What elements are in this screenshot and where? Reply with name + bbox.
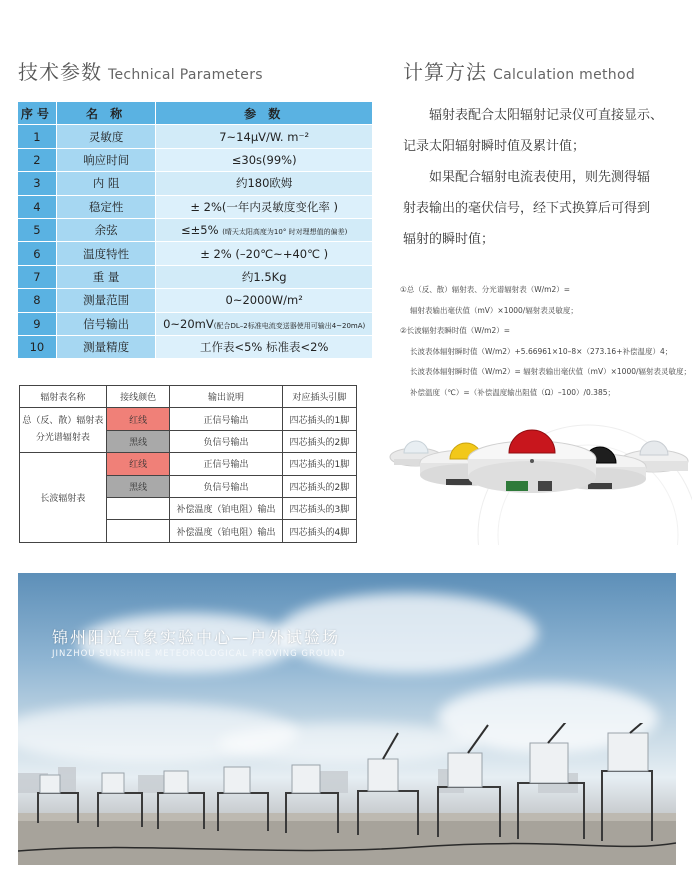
wire-color-cell: 黑线 bbox=[106, 430, 170, 452]
table-row bbox=[18, 312, 373, 335]
table-row bbox=[20, 453, 357, 475]
wire-color-cell: 红线 bbox=[106, 453, 170, 475]
table-row bbox=[20, 408, 357, 430]
row-name: 稳定性 bbox=[56, 195, 156, 218]
wiring-header-pin: 对应插头引脚 bbox=[282, 386, 356, 408]
table-row bbox=[18, 335, 373, 358]
row-value: ≤30s(99%) bbox=[156, 148, 373, 171]
pyranometer-product-image bbox=[388, 395, 692, 545]
row-no: 9 bbox=[18, 312, 57, 335]
wire-output-cell: 负信号输出 bbox=[170, 475, 282, 497]
wiring-header-name: 辐射表名称 bbox=[20, 386, 107, 408]
formula-line: ②长波辐射表瞬时值（W/m2）= bbox=[400, 326, 511, 335]
wire-output-cell: 负信号输出 bbox=[170, 430, 282, 452]
row-name: 内 阻 bbox=[56, 172, 156, 195]
wire-color-cell: 红线 bbox=[106, 408, 170, 430]
row-no: 7 bbox=[18, 265, 57, 288]
table-row bbox=[18, 195, 373, 218]
row-value: ± 2% (–20℃~+40℃ ) bbox=[156, 242, 373, 265]
table-row bbox=[18, 172, 373, 195]
row-no: 8 bbox=[18, 289, 57, 312]
calc-line: 辐射的瞬时值； bbox=[403, 232, 495, 247]
row-no: 2 bbox=[18, 148, 57, 171]
row-value bbox=[156, 218, 373, 241]
tech-section-title bbox=[18, 56, 263, 85]
wire-color-cell bbox=[106, 497, 170, 519]
row-name: 响应时间 bbox=[56, 148, 156, 171]
row-value: 工作表<5% 标准表<2% bbox=[156, 335, 373, 358]
wiring-group-global: 总（反、散）辐射表 分光谱辐射表 bbox=[20, 408, 107, 453]
table-row bbox=[18, 242, 373, 265]
wire-color-cell bbox=[106, 520, 170, 542]
calc-line: 如果配合辐射电流表使用，则先测得辐 bbox=[429, 170, 651, 185]
wire-pin-cell: 四芯插头的4脚 bbox=[282, 520, 356, 542]
row-name: 测量范围 bbox=[56, 289, 156, 312]
row-value-main: ≤±5% bbox=[181, 223, 219, 238]
row-no: 1 bbox=[18, 125, 57, 148]
row-value: 约1.5Kg bbox=[156, 265, 373, 288]
formula-line: 长波表体辐射瞬时值（W/m2）+5.66961×10–8×（273.16+补偿温度）4； bbox=[410, 346, 673, 356]
formula-line: 补偿温度（℃）=（补偿温度输出阻值（Ω）–100）/0.385； bbox=[410, 387, 616, 397]
wiring-group-longwave: 长波辐射表 bbox=[20, 453, 107, 543]
row-no: 4 bbox=[18, 195, 57, 218]
wiring-table bbox=[19, 385, 357, 543]
wire-output-cell: 补偿温度（铂电阻）输出 bbox=[170, 497, 282, 519]
row-name: 信号输出 bbox=[56, 312, 156, 335]
formula-line: ①总（反、散）辐射表、分光谱辐射表（W/m2）= bbox=[400, 285, 571, 294]
table-row bbox=[18, 218, 373, 241]
formula-line: 辐射表输出毫伏值（mV）×1000/辐射表灵敏度； bbox=[410, 305, 578, 315]
calc-formulas bbox=[400, 280, 692, 403]
tech-title-cn: 技术参数 bbox=[18, 60, 102, 84]
calc-paragraph bbox=[403, 100, 688, 255]
test-field-instruments bbox=[18, 723, 676, 865]
row-no: 5 bbox=[18, 218, 57, 241]
table-row bbox=[18, 148, 373, 171]
calc-title-cn: 计算方法 bbox=[403, 60, 487, 84]
row-name: 灵敏度 bbox=[56, 125, 156, 148]
row-value bbox=[156, 312, 373, 335]
row-value-note: (配合DL–2标准电流变送器使用可输出4~20mA) bbox=[213, 321, 366, 330]
row-value-note: (晴天太阳高度为10° 时对理想值的偏差) bbox=[222, 228, 348, 237]
row-no: 10 bbox=[18, 335, 57, 358]
wire-output-cell: 正信号输出 bbox=[170, 408, 282, 430]
table-row bbox=[18, 125, 373, 148]
row-no: 3 bbox=[18, 172, 57, 195]
header-value: 参 数 bbox=[156, 102, 373, 125]
formula-line: 长波表体辐射瞬时值（W/m2）= 辐射表输出毫伏值（mV）×1000/辐射表灵敏度； bbox=[410, 367, 692, 376]
calc-section-title bbox=[403, 56, 635, 85]
proving-ground-photo bbox=[18, 573, 676, 865]
calc-line: 记录太阳辐射瞬时值及累计值； bbox=[403, 139, 586, 154]
calc-line: 辐射表配合太阳辐射记录仪可直接显示、 bbox=[429, 108, 664, 123]
tech-parameters-table bbox=[17, 101, 373, 359]
row-name: 测量精度 bbox=[56, 335, 156, 358]
wire-pin-cell: 四芯插头的1脚 bbox=[282, 408, 356, 430]
table-row bbox=[18, 265, 373, 288]
wiring-header bbox=[20, 386, 357, 408]
row-name: 重 量 bbox=[56, 265, 156, 288]
wire-pin-cell: 四芯插头的1脚 bbox=[282, 453, 356, 475]
calc-title-en: Calculation method bbox=[493, 67, 636, 83]
wire-pin-cell: 四芯插头的2脚 bbox=[282, 430, 356, 452]
wire-output-cell: 正信号输出 bbox=[170, 453, 282, 475]
row-value: ± 2%(一年内灵敏度变化率 ) bbox=[156, 195, 373, 218]
header-no: 序号 bbox=[18, 102, 57, 125]
wiring-header-output: 输出说明 bbox=[170, 386, 282, 408]
row-value: 约180欧姆 bbox=[156, 172, 373, 195]
header-name: 名 称 bbox=[56, 102, 156, 125]
wire-output-cell: 补偿温度（铂电阻）输出 bbox=[170, 520, 282, 542]
tech-title-en: Technical Parameters bbox=[108, 67, 263, 83]
row-name: 温度特性 bbox=[56, 242, 156, 265]
wire-pin-cell: 四芯插头的3脚 bbox=[282, 497, 356, 519]
row-name: 余弦 bbox=[56, 218, 156, 241]
calc-line: 射表输出的毫伏信号，经下式换算后可得到 bbox=[403, 201, 651, 216]
photo-title: 锦州阳光气象实验中心—户外试验场 bbox=[52, 628, 341, 647]
red-dome-sensor bbox=[468, 430, 596, 493]
tech-table-header bbox=[18, 102, 373, 125]
row-value: 0~2000W/m² bbox=[156, 289, 373, 312]
table-row bbox=[18, 289, 373, 312]
wire-color-cell: 黑线 bbox=[106, 475, 170, 497]
wire-pin-cell: 四芯插头的2脚 bbox=[282, 475, 356, 497]
row-value-main: 0~20mV bbox=[163, 316, 214, 331]
photo-subtitle: JINZHOU SUNSHINE METEOROLOGICAL PROVING GROUND bbox=[52, 649, 346, 659]
row-value: 7~14μV/W. m⁻² bbox=[156, 125, 373, 148]
wiring-header-color: 接线颜色 bbox=[106, 386, 170, 408]
row-no: 6 bbox=[18, 242, 57, 265]
